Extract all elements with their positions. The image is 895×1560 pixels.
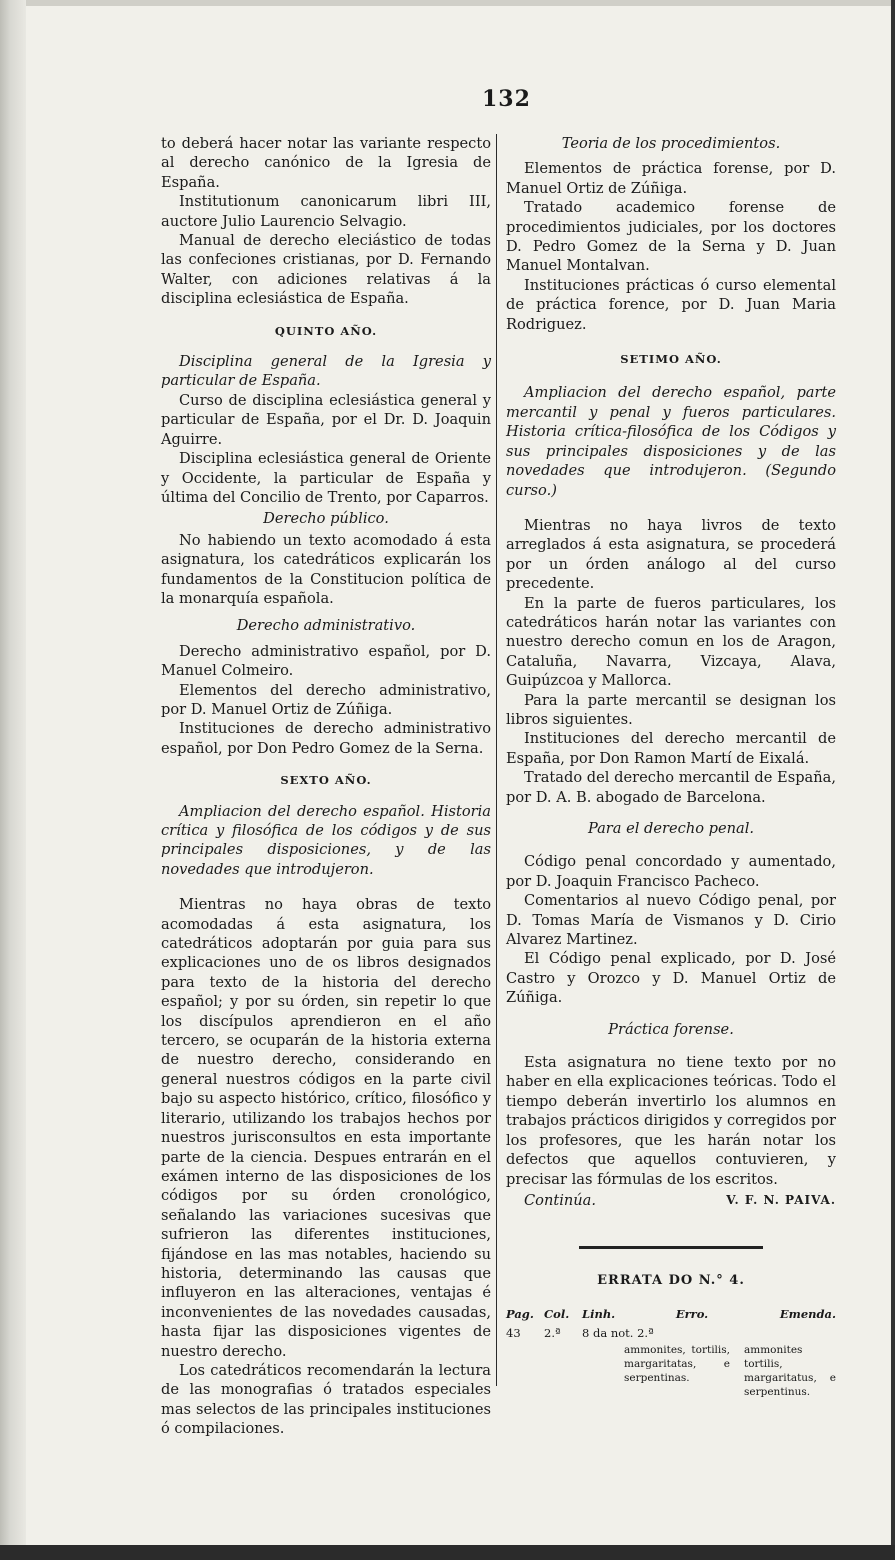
paragraph: Para la parte mercantil se designan los libros siguientes.: [506, 691, 836, 728]
page-number: 132: [482, 86, 531, 112]
left-column: [161, 134, 491, 1439]
errata-cell: 8 da not. 2.ª: [582, 1325, 654, 1340]
paragraph: Esta asignatura no tiene texto por no haber en ella explicaciones teóricas. Todo el tiempo deberán invertirlo los alumnos en trabajos prácticos dirigidos y corregidos por los profesores, que les harán notar los defectos que aquellos contuvieren, y precisar las fórmulas de los escritos.: [506, 1054, 836, 1188]
paragraph: Mientras no haya livros de texto arreglados á esta asignatura, se procederá por un órden análogo al del curso precedente.: [506, 516, 836, 593]
paragraph: Comentarios al nuevo Código penal, por D. Tomas María de Vismanos y D. Cirio Alvarez Martinez.: [506, 892, 836, 949]
subject-title: Teoria de los procedimientos.: [561, 135, 781, 152]
subject-title: Ampliacion del derecho español, parte mercantil y penal y fueros particulares. Historia crítica-filosófica de los Códigos y sus principales disposiciones y de las novedades que introdujeron. (Segundo curso.): [506, 384, 836, 499]
right-column: [506, 134, 836, 1399]
subject-title: Disciplina general de la Igresia y particular de España.: [161, 353, 491, 390]
page-right-edge: [891, 0, 895, 1545]
errata-header-cell: Pag.: [506, 1306, 534, 1321]
errata-erro-text: ammonites, tortilis, margaritatas, e serpentinas.: [624, 1343, 730, 1384]
paragraph: Tratado academico forense de procedimientos judiciales, por los doctores D. Pedro Gomez de la Serna y D. Juan Manuel Montalvan.: [506, 199, 836, 275]
paragraph: No habiendo un texto acomodado á esta asignatura, los catedráticos explicarán los fundamentos de la Constitucion política de la monarquía española.: [161, 531, 491, 607]
column-divider: [496, 134, 497, 1386]
paragraph: Curso de disciplina eclesiástica general y particular de España, por el Dr. D. Joaquin Aguirre.: [161, 391, 491, 448]
subject-title: Para el derecho penal.: [587, 820, 755, 837]
subject-title: Ampliacion del derecho español. Historia crítica y filosófica de los códigos y de sus principales disposiciones, y de las novedades que introdujeron.: [161, 802, 491, 878]
paragraph: Elementos de práctica forense, por D. Manuel Ortiz de Zúñiga.: [506, 160, 836, 197]
errata-header-cell: Emenda.: [779, 1306, 836, 1321]
errata-title: ERRATA DO N.° 4.: [597, 1273, 745, 1289]
errata-emenda-text: ammonites tortilis, margaritatus, e serpentinus.: [744, 1343, 836, 1398]
page-top-edge: [0, 0, 895, 6]
subject-title: Derecho público.: [263, 510, 389, 528]
paragraph: Tratado del derecho mercantil de España, por D. A. B. abogado de Barcelona.: [506, 769, 836, 806]
section-heading-setimo: SETIMO AÑO.: [620, 352, 722, 367]
paragraph: Disciplina eclesiástica general de Oriente y Occidente, la particular de España y última del Concilio de Trento, por Caparros.: [161, 450, 491, 506]
binding-gutter: [0, 0, 26, 1545]
errata-table: [506, 1307, 836, 1399]
paragraph: Institutionum canonicarum libri III, auctore Julio Laurencio Selvagio.: [161, 193, 491, 230]
paragraph: to deberá hacer notar las variante respecto al derecho canónico de la Igresia de España.: [161, 135, 491, 191]
paragraph: El Código penal explicado, por D. José Castro y Orozco y D. Manuel Ortiz de Zúñiga.: [506, 950, 836, 1007]
continua-label: Continúa.: [524, 1191, 597, 1209]
section-separator: [579, 1246, 763, 1249]
errata-cell: 2.ª: [544, 1325, 561, 1340]
subject-title: Práctica forense.: [608, 1020, 734, 1038]
errata-header-row: [506, 1307, 836, 1322]
paragraph: Código penal concordado y aumentado, por D. Joaquin Francisco Pacheco.: [506, 853, 836, 890]
paragraph: Instituciones prácticas ó curso elemental de práctica forence, por D. Juan Maria Rodriguez.: [506, 276, 836, 333]
signature-row: [506, 1191, 836, 1210]
errata-header-cell: Col.: [544, 1306, 570, 1321]
paragraph: Instituciones del derecho mercantil de España, por Don Ramon Martí de Eixalá.: [506, 730, 836, 767]
paragraph: En la parte de fueros particulares, los catedráticos harán notar las variantes con nuestro derecho comun en los de Aragon, Cataluña, Navarra, Vizcaya, Alava, Guipúzcoa y Mallorca.: [506, 594, 836, 690]
paragraph: Instituciones de derecho administrativo español, por Don Pedro Gomez de la Serna.: [161, 720, 491, 757]
section-heading-quinto: QUINTO AÑO.: [274, 323, 378, 338]
paragraph: Elementos del derecho administrativo, por D. Manuel Ortiz de Zúñiga.: [161, 681, 491, 718]
errata-header-cell: Erro.: [675, 1306, 709, 1321]
author-signature: V. F. N. PAIVA.: [726, 1192, 836, 1207]
errata-header-cell: Linh.: [582, 1306, 616, 1321]
paragraph: Mientras no haya obras de texto acomodadas á esta asignatura, los catedráticos adoptarán por guia para sus explicaciones uno de os libros designados para texto de la historia del derecho español; y por su órden, sin repetir lo que los discípulos aprendieron en el año tercero, se ocuparán de la historia externa de nuestro derecho, considerando en general nuestros códigos en la parte civil bajo su aspecto histórico, crítico, filosófico y literario, utilizando los trabajos hechos por nuestros jurisconsultos en esta importante parte de la ciencia. Despues entrarán en el exámen interno de las disposiciones de los códigos por su órden cronológico, señalando las variaciones sucesivas que sufrieron las diferentes instituciones, fijándose en las mas notables, haciendo su historia, determinando las causas que influyeron en las alteraciones, ventajas é inconvenientes de las novedades causadas, hasta fijar las disposiciones vigentes de nuestro derecho.: [161, 896, 491, 1360]
errata-correction-row: [506, 1343, 836, 1399]
errata-cell: 43: [506, 1325, 521, 1340]
errata-data-row: [506, 1326, 836, 1341]
paragraph: Derecho administrativo español, por D. Manuel Colmeiro.: [161, 642, 491, 680]
paragraph: Manual de derecho eleciástico de todas las confeciones cristianas, por D. Fernando Walter, con adiciones relativas á la disciplina eclesiástica de España.: [161, 232, 491, 308]
paragraph: Los catedráticos recomendarán la lectura de las monografias ó tratados especiales mas selectos de las principales instituciones ó compilaciones.: [161, 1361, 491, 1438]
scan-bottom-margin: [0, 1545, 895, 1560]
section-heading-sexto: SEXTO AÑO.: [280, 773, 372, 788]
subject-title: Derecho administrativo.: [236, 617, 416, 635]
